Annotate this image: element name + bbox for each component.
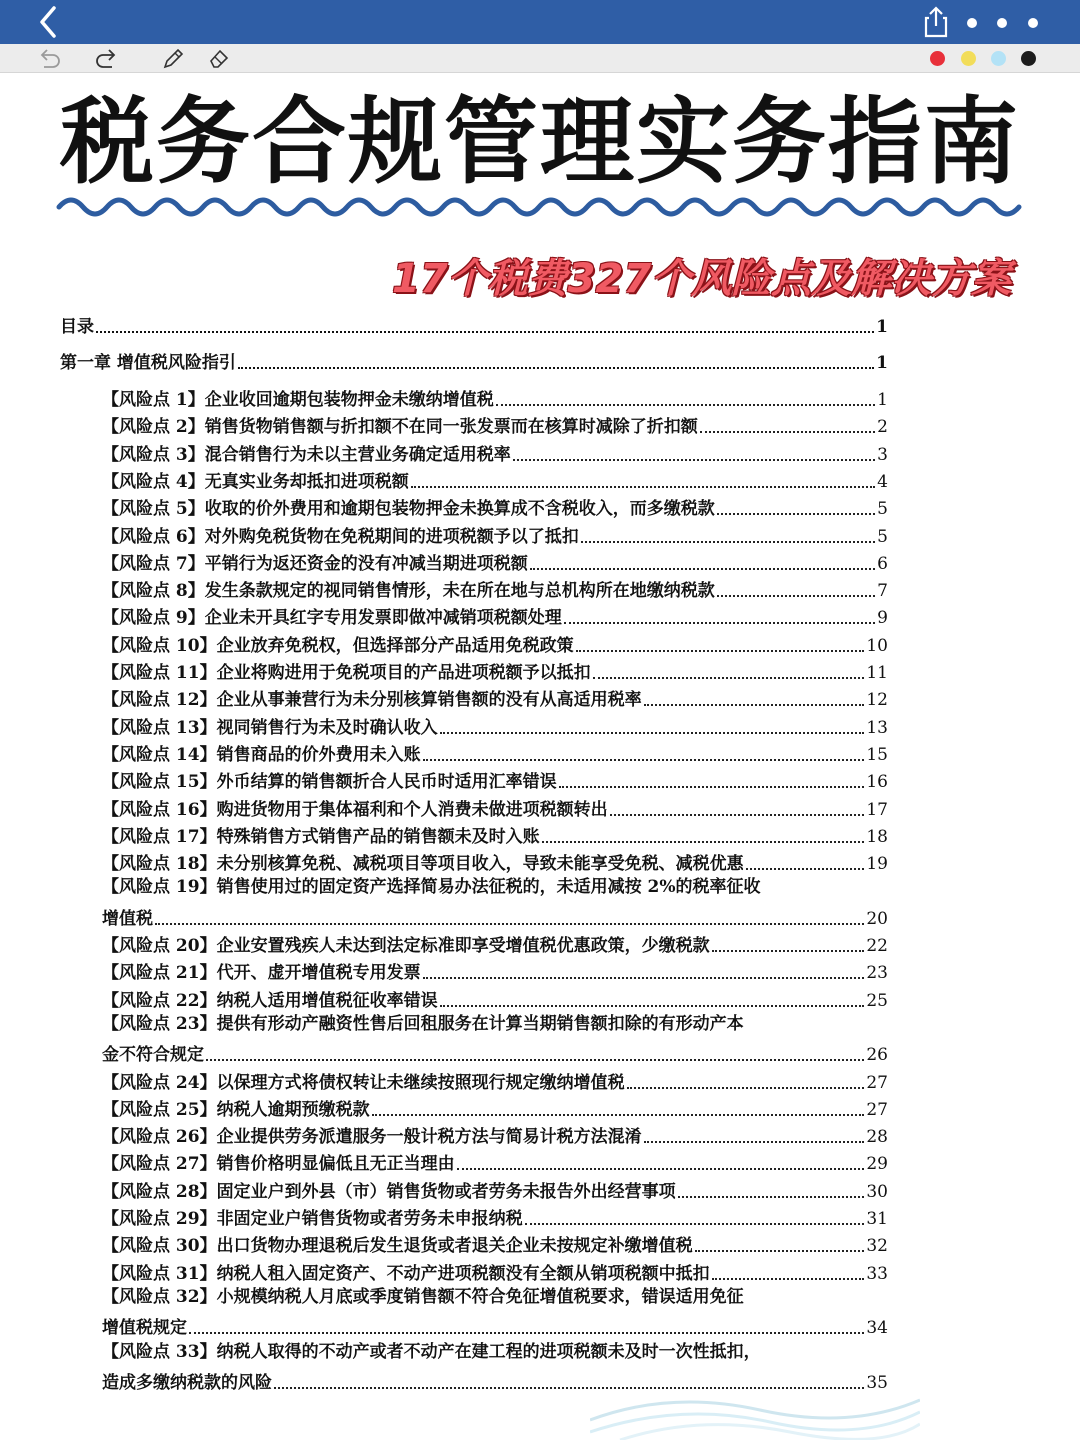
toc-entry[interactable] [102, 1095, 888, 1121]
toc-entry[interactable] [102, 658, 888, 684]
toc-page-number: 23 [866, 963, 888, 984]
toc-leader-dots [372, 1114, 865, 1116]
toc-leader-dots [530, 568, 875, 570]
toc-page-number: 30 [866, 1181, 888, 1202]
toc-leader-dots [610, 814, 865, 816]
toc-entry[interactable] [60, 312, 888, 338]
toc-page-number: 27 [866, 1099, 888, 1120]
toc-leader-dots [717, 595, 875, 597]
eraser-icon [205, 46, 231, 70]
toc-entry-title: 【风险点 15】外币结算的销售额折合人民币时适用汇率错误 [102, 772, 557, 793]
more-dots-icon [997, 18, 1007, 28]
toc-leader-dots [644, 704, 865, 706]
toc-entry-title: 增值税规定 [102, 1318, 187, 1339]
toc-leader-dots [440, 1005, 865, 1007]
toc-leader-dots [542, 841, 865, 843]
wave-underline [55, 194, 1025, 220]
toc-leader-dots [678, 1196, 865, 1198]
toc-entry[interactable] [102, 385, 888, 411]
toc-leader-dots [712, 1278, 865, 1280]
toc-entry-title: 【风险点 3】混合销售行为未以主营业务确定适用税率 [102, 444, 511, 465]
toc-leader-dots [423, 759, 865, 761]
toc-entry-title: 【风险点 7】平销行为返还资金的没有冲减当期进项税额 [102, 553, 528, 574]
chevron-left-icon [30, 2, 70, 42]
toc-entry-title[interactable]: 【风险点 32】小规模纳税人月底或季度销售额不符合免征增值税要求，错误适用免征 [102, 1286, 744, 1307]
toc-page-number: 32 [866, 1236, 888, 1257]
toc-leader-dots [155, 923, 864, 925]
toc-entry-title: 【风险点 31】纳税人租入固定资产、不动产进项税额没有全额从销项税额中抵扣 [102, 1263, 710, 1284]
toc-entry[interactable] [102, 494, 888, 520]
toc-entry[interactable] [102, 1204, 888, 1230]
toc-page-number: 1 [876, 353, 888, 373]
toc-page-number: 2 [877, 417, 888, 438]
toc-entry[interactable] [102, 904, 888, 930]
toc-leader-dots [746, 868, 865, 870]
toc-entry-title: 【风险点 4】无真实业务却抵扣进项税额 [102, 471, 409, 492]
annotation-toolbar [0, 44, 1080, 73]
color-swatch-red[interactable] [930, 51, 945, 66]
toc-page-number: 16 [866, 772, 888, 793]
toc-page-number: 11 [866, 663, 888, 683]
share-button[interactable] [918, 4, 954, 40]
toc-page-number: 18 [866, 826, 888, 847]
document-title: 税务合规管理实务指南 [59, 88, 1020, 197]
toc-entry-title: 【风险点 29】非固定业户销售货物或者劳务未申报纳税 [102, 1209, 523, 1229]
toc-entry-title: 【风险点 16】购进货物用于集体福利和个人消费未做进项税额转出 [102, 799, 608, 820]
toc-entry[interactable] [102, 1177, 888, 1203]
toc-entry[interactable] [102, 1259, 888, 1285]
toc-page-number: 35 [866, 1372, 888, 1393]
toc-entry[interactable] [102, 467, 888, 493]
pen-tool-button[interactable] [160, 46, 186, 70]
toc-leader-dots [712, 950, 865, 952]
color-swatch-black[interactable] [1021, 51, 1036, 66]
toc-page-number: 1 [876, 317, 888, 337]
toc-entry-title[interactable]: 【风险点 19】销售使用过的固定资产选择简易办法征税的，未适用减按 2%的税率征收 [102, 877, 761, 898]
toc-leader-dots [423, 977, 865, 979]
redo-button[interactable] [94, 46, 120, 70]
toc-leader-dots [700, 431, 875, 433]
toc-page-number: 27 [866, 1072, 888, 1093]
toc-entry-title: 【风险点 22】纳税人适用增值税征收率错误 [102, 990, 438, 1011]
toc-page-number: 5 [877, 499, 888, 520]
toc-leader-dots [238, 367, 874, 369]
toc-page-number: 7 [877, 581, 888, 602]
toc-leader-dots [559, 786, 865, 788]
toc-page-number: 25 [866, 990, 888, 1011]
toc-entry[interactable] [102, 1313, 888, 1339]
toc-entry-title: 【风险点 25】纳税人逾期预缴税款 [102, 1099, 370, 1120]
toc-leader-dots [564, 622, 875, 624]
toc-entry-title: 金不符合规定 [102, 1045, 204, 1066]
toc-entry-title: 【风险点 28】固定业户到外县（市）销售货物或者劳务未报告外出经营事项 [102, 1181, 676, 1202]
toc-page-number: 5 [877, 526, 888, 547]
toc-entry-title: 【风险点 10】企业放弃免税权，但选择部分产品适用免税政策 [102, 635, 574, 656]
eraser-tool-button[interactable] [205, 46, 231, 70]
color-swatch-yellow[interactable] [961, 51, 976, 66]
toc-entry-title: 【风险点 12】企业从事兼营行为未分别核算销售额的没有从高适用税率 [102, 690, 642, 711]
toc-entry-title: 【风险点 5】收取的价外费用和逾期包装物押金未换算成不含税收入，而多缴税款 [102, 499, 715, 520]
toc-entry-title: 【风险点 13】视同销售行为未及时确认收入 [102, 717, 438, 738]
toc-leader-dots [496, 404, 875, 406]
toc-leader-dots [189, 1332, 864, 1334]
toc-entry-title: 造成多缴纳税款的风险 [102, 1372, 272, 1393]
toc-entry-title: 【风险点 30】出口货物办理退税后发生退货或者退关企业未按规定补缴增值税 [102, 1236, 693, 1257]
more-dots-icon [1028, 18, 1038, 28]
toc-page-number: 34 [866, 1318, 888, 1339]
toc-entry[interactable] [102, 1068, 888, 1094]
undo-button[interactable] [36, 46, 62, 70]
toc-leader-dots [695, 1250, 865, 1252]
toc-page-number: 17 [866, 799, 888, 820]
toc-leader-dots [627, 1087, 865, 1089]
toc-entry-title[interactable]: 【风险点 33】纳税人取得的不动产或者不动产在建工程的进项税额未及时一次性抵扣， [102, 1341, 761, 1362]
redo-icon [94, 46, 120, 70]
toc-leader-dots [440, 732, 865, 734]
toc-entry-title: 【风险点 14】销售商品的价外费用未入账 [102, 744, 421, 765]
pen-icon [160, 46, 186, 70]
toc-entry-title: 【风险点 11】企业将购进用于免税项目的产品进项税额予以抵扣 [102, 663, 591, 683]
toc-entry[interactable] [102, 740, 888, 766]
toc-page-number: 31 [866, 1209, 888, 1229]
toc-entry[interactable] [102, 931, 888, 957]
toc-entry[interactable] [102, 1040, 888, 1066]
toc-entry-title: 【风险点 8】发生条款规定的视同销售情形，未在所在地与总机构所在地缴纳税款 [102, 581, 715, 602]
toc-entry[interactable] [102, 767, 888, 793]
toc-entry[interactable] [102, 631, 888, 657]
toc-entry-title: 目录 [60, 317, 94, 337]
toc-entry-title: 【风险点 6】对外购免税货物在免税期间的进项税额予以了抵扣 [102, 526, 579, 547]
toc-entry-title: 【风险点 20】企业安置残疾人未达到法定标准即享受增值税优惠政策，少缴税款 [102, 936, 710, 956]
toc-page-number: 20 [866, 908, 888, 929]
toc-leader-dots [581, 541, 875, 543]
toc-entry-title: 【风险点 27】销售价格明显偏低且无正当理由 [102, 1154, 455, 1175]
toc-leader-dots [513, 459, 875, 461]
toc-page-number: 12 [866, 690, 888, 711]
toc-entry[interactable] [102, 603, 888, 629]
toc-page-number: 22 [866, 936, 888, 956]
toc-page-number: 3 [877, 444, 888, 465]
toc-entry-title: 【风险点 9】企业未开具红字专用发票即做冲减销项税额处理 [102, 608, 562, 629]
toc-entry[interactable] [60, 348, 888, 374]
toc-leader-dots [593, 677, 865, 679]
toc-leader-dots [576, 650, 865, 652]
top-app-bar [0, 0, 1080, 44]
color-swatch-lightblue[interactable] [991, 51, 1006, 66]
toc-entry[interactable] [102, 958, 888, 984]
undo-icon [36, 46, 62, 70]
toc-entry-title: 增值税 [102, 908, 153, 929]
toc-page-number: 13 [866, 717, 888, 738]
toc-leader-dots [457, 1168, 865, 1170]
more-options-button[interactable] [962, 10, 1048, 36]
toc-page-number: 4 [877, 471, 888, 492]
back-button[interactable] [30, 2, 70, 42]
toc-page-number: 29 [866, 1154, 888, 1175]
toc-entry-title: 【风险点 17】特殊销售方式销售产品的销售额未及时入账 [102, 826, 540, 847]
toc-entry[interactable] [102, 1149, 888, 1175]
toc-entry-title: 第一章 增值税风险指引 [60, 353, 236, 373]
toc-leader-dots [411, 486, 875, 488]
toc-page-number: 9 [877, 608, 888, 629]
toc-page-number: 1 [877, 390, 888, 410]
toc-entry[interactable] [102, 822, 888, 848]
toc-entry[interactable] [102, 522, 888, 548]
toc-entry-title: 【风险点 18】未分别核算免税、减税项目等项目收入，导致未能享受免税、减税优惠 [102, 854, 744, 875]
toc-entry-title: 【风险点 21】代开、虚开增值税专用发票 [102, 963, 421, 984]
toc-entry-title: 【风险点 26】企业提供劳务派遣服务一般计税方法与简易计税方法混淆 [102, 1127, 642, 1148]
toc-entry[interactable] [102, 1231, 888, 1257]
toc-entry[interactable] [102, 713, 888, 739]
toc-page-number: 6 [877, 553, 888, 574]
share-icon [918, 4, 954, 40]
toc-entry-title: 【风险点 2】销售货物销售额与折扣额不在同一张发票而在核算时减除了折扣额 [102, 417, 698, 438]
toc-leader-dots [96, 331, 874, 333]
toc-page-number: 15 [866, 744, 888, 765]
toc-page-number: 19 [866, 854, 888, 875]
toc-entry[interactable] [102, 685, 888, 711]
toc-entry-title: 【风险点 24】以保理方式将债权转让未继续按照现行规定缴纳增值税 [102, 1072, 625, 1093]
toc-leader-dots [717, 513, 875, 515]
toc-entry[interactable] [102, 440, 888, 466]
toc-page-number: 26 [866, 1045, 888, 1066]
toc-entry[interactable] [102, 849, 888, 875]
toc-entry[interactable] [102, 1122, 888, 1148]
toc-page-number: 28 [866, 1127, 888, 1148]
toc-page-number: 33 [866, 1263, 888, 1284]
toc-entry-title[interactable]: 【风险点 23】提供有形动产融资性售后回租服务在计算当期销售额扣除的有形动产本 [102, 1013, 744, 1034]
toc-entry[interactable] [102, 549, 888, 575]
toc-entry[interactable] [102, 986, 888, 1012]
toc-entry[interactable] [102, 576, 888, 602]
toc-entry[interactable] [102, 412, 888, 438]
toc-page-number: 10 [866, 635, 888, 656]
toc-entry-title: 【风险点 1】企业收回逾期包装物押金未缴纳增值税 [102, 390, 494, 410]
document-subtitle: 17个税费327个风险点及解决方案 [392, 256, 1012, 302]
page-decoration [590, 1380, 920, 1440]
toc-leader-dots [206, 1059, 864, 1061]
more-dots-icon [967, 18, 977, 28]
toc-leader-dots [525, 1223, 865, 1225]
toc-leader-dots [644, 1141, 865, 1143]
toc-entry[interactable] [102, 795, 888, 821]
